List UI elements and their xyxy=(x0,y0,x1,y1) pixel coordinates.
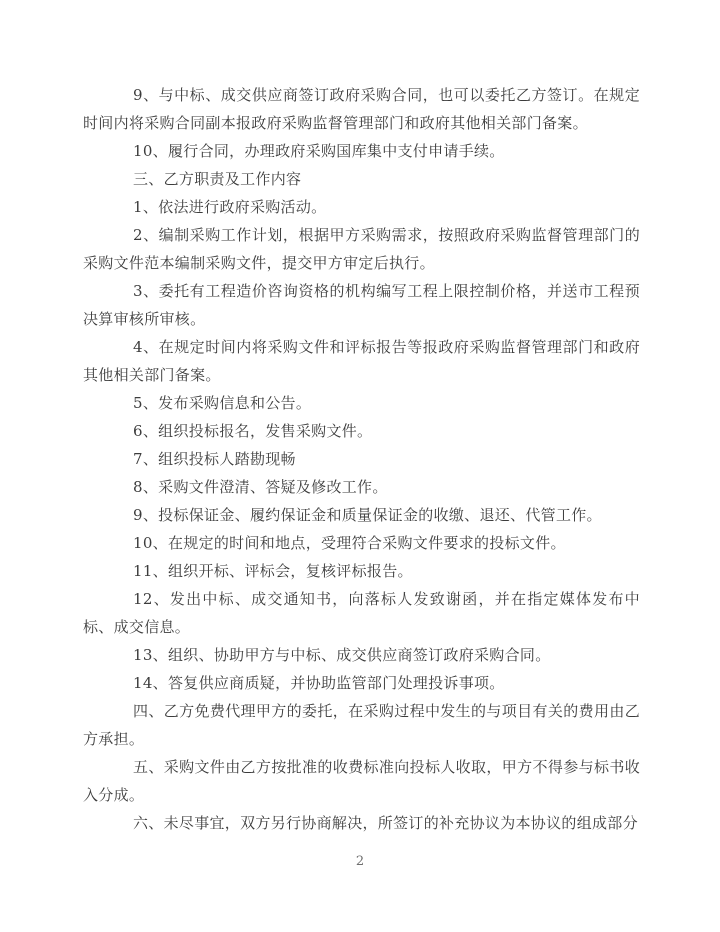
paragraph: 1、依法进行政府采购活动。 xyxy=(133,198,327,216)
document-body xyxy=(83,81,640,837)
paragraph: 9、与中标、成交供应商签订政府采购合同，也可以委托乙方签订。在规定时间内将采购合同副本报政府采购监督管理部门和政府其他相关部门备案。 xyxy=(83,86,640,132)
paragraph: 六、未尽事宜，双方另行协商解决，所签订的补充协议为本协议的组成部分 xyxy=(133,814,638,832)
paragraph: 10、在规定的时间和地点，受理符合采购文件要求的投标文件。 xyxy=(133,534,566,552)
paragraph: 12、发出中标、成交通知书，向落标人发致谢函，并在指定媒体发布中标、成交信息。 xyxy=(83,590,640,636)
paragraph: 14、答复供应商质疑，并协助监管部门处理投诉事项。 xyxy=(133,674,505,692)
paragraph: 6、组织投标报名，发售采购文件。 xyxy=(133,422,373,440)
paragraph: 5、发布采购信息和公告。 xyxy=(133,394,312,412)
paragraph: 13、组织、协助甲方与中标、成交供应商签订政府采购合同。 xyxy=(133,646,551,664)
paragraph: 三、乙方职责及工作内容 xyxy=(133,170,302,188)
paragraph: 3、委托有工程造价咨询资格的机构编写工程上限控制价格，并送市工程预决算审核所审核。 xyxy=(83,282,640,328)
paragraph: 四、乙方免费代理甲方的委托，在采购过程中发生的与项目有关的费用由乙方承担。 xyxy=(83,702,640,748)
paragraph: 4、在规定时间内将采购文件和评标报告等报政府采购监督管理部门和政府其他相关部门备案。 xyxy=(83,338,640,384)
paragraph: 2、编制采购工作计划，根据甲方采购需求，按照政府采购监督管理部门的采购文件范本编制采购文件，提交甲方审定后执行。 xyxy=(83,226,640,272)
paragraph: 8、采购文件澄清、答疑及修改工作。 xyxy=(133,478,388,496)
paragraph: 11、组织开标、评标会，复核评标报告。 xyxy=(133,562,413,580)
paragraph: 10、履行合同，办理政府采购国库集中支付申请手续。 xyxy=(133,142,505,160)
paragraph: 9、投标保证金、履约保证金和质量保证金的收缴、退还、代管工作。 xyxy=(133,506,602,524)
paragraph: 五、采购文件由乙方按批准的收费标准向投标人收取，甲方不得参与标书收入分成。 xyxy=(83,758,640,804)
paragraph: 7、组织投标人踏勘现畅 xyxy=(133,450,296,468)
page-number: 2 xyxy=(355,854,365,869)
